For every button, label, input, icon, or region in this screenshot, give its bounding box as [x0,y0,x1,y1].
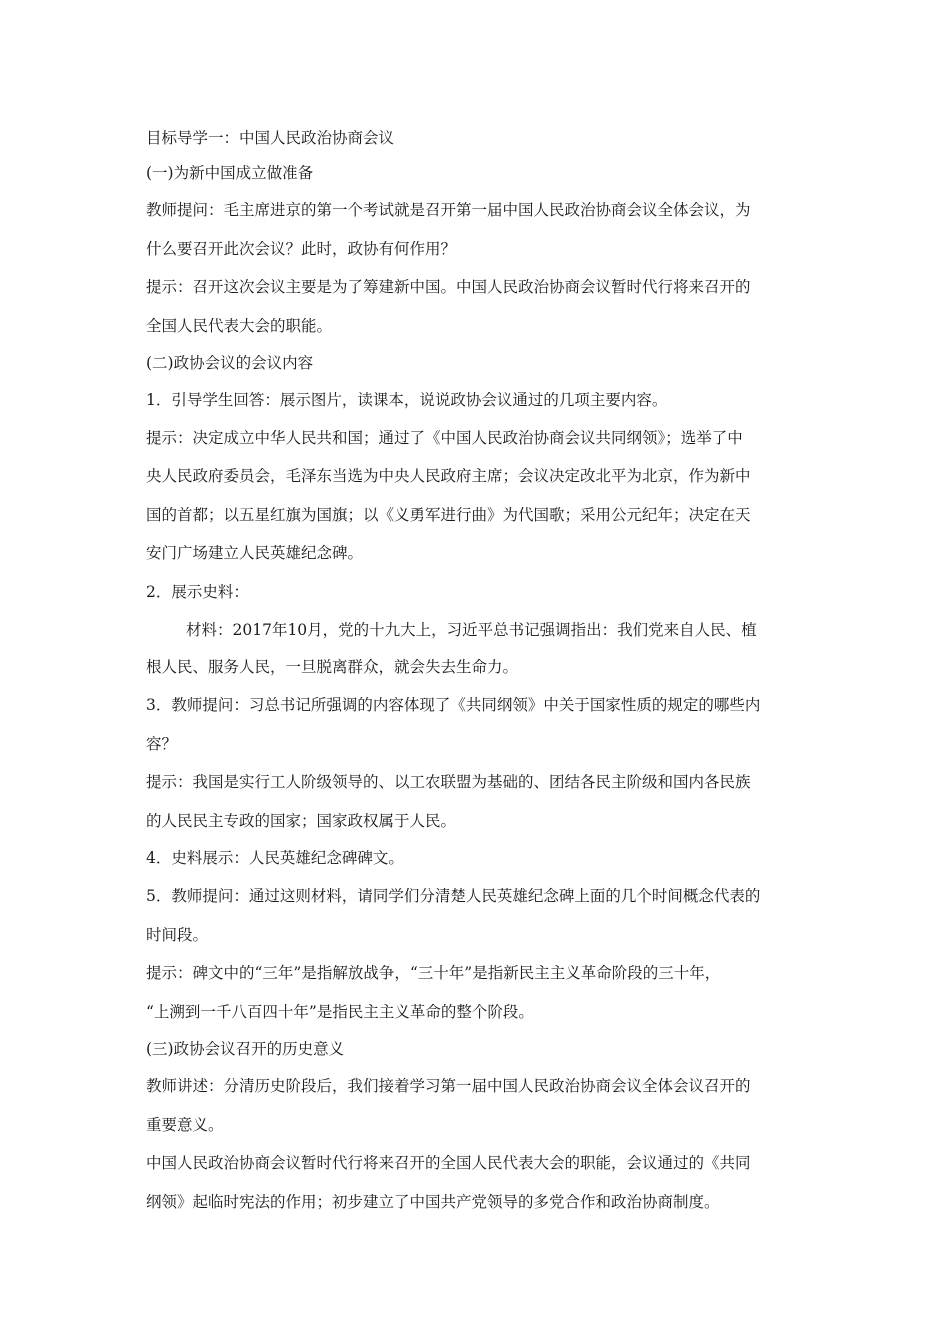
paragraph-line: 央人民政府委员会，毛泽东当选为中央人民政府主席；会议决定改北平为北京，作为新中 [146,467,751,485]
paragraph-line: 提示：碑文中的“三年”是指解放战争，“三十年”是指新民主主义革命阶段的三十年， [146,964,721,982]
paragraph-line: 中国人民政治协商会议暂时代行将来召开的全国人民代表大会的职能，会议通过的《共同 [146,1154,751,1172]
paragraph-line: 纲领》起临时宪法的作用；初步建立了中国共产党领导的多党合作和政治协商制度。 [146,1193,720,1211]
paragraph-line: 容？ [146,735,178,753]
paragraph-line: 安门广场建立人民英雄纪念碑。 [146,544,364,562]
paragraph-line: 的人民民主专政的国家；国家政权属于人民。 [146,812,457,830]
section-heading: 目标导学一：中国人民政治协商会议 [146,129,395,147]
paragraph-line: 提示：召开这次会议主要是为了筹建新中国。中国人民政治协商会议暂时代行将来召开的 [146,278,751,296]
paragraph-line: 1．引导学生回答：展示图片，读课本，说说政协会议通过的几项主要内容。 [146,391,668,409]
paragraph-line: 提示：决定成立中华人民共和国；通过了《中国人民政治协商会议共同纲领》；选举了中 [146,429,743,447]
paragraph-line: 4．史料展示：人民英雄纪念碑碑文。 [146,849,404,867]
paragraph-line: 3．教师提问：习总书记所强调的内容体现了《共同纲领》中关于国家性质的规定的哪些内 [146,696,761,714]
paragraph-line: 什么要召开此次会议？此时，政协有何作用？ [146,240,457,258]
subsection-heading: (二)政协会议的会议内容 [146,354,314,372]
quote-line: 材料：2017年10月，党的十九大上，习近平总书记强调指出：我们党来自人民、植 [186,621,757,639]
paragraph-line: 教师提问：毛主席进京的第一个考试就是召开第一届中国人民政治协商会议全体会议，为 [146,201,751,219]
subsection-heading: (一)为新中国成立做准备 [146,164,314,182]
paragraph-line: 2．展示史料： [146,583,249,601]
paragraph-line: 全国人民代表大会的职能。 [146,317,333,335]
paragraph-line: 时间段。 [146,926,209,944]
paragraph-line: 根人民、服务人民，一旦脱离群众，就会失去生命力。 [146,658,519,676]
paragraph-line: 提示：我国是实行工人阶级领导的、以工农联盟为基础的、团结各民主阶级和国内各民族 [146,773,751,791]
paragraph-line: 5．教师提问：通过这则材料，请同学们分清楚人民英雄纪念碑上面的几个时间概念代表的 [146,887,761,905]
paragraph-line: “上溯到一千八百四十年”是指民主主义革命的整个阶段。 [146,1003,534,1021]
paragraph-line: 重要意义。 [146,1116,224,1134]
paragraph-line: 教师讲述：分清历史阶段后，我们接着学习第一届中国人民政治协商会议全体会议召开的 [146,1077,751,1095]
subsection-heading: (三)政协会议召开的历史意义 [146,1040,345,1058]
paragraph-line: 国的首都；以五星红旗为国旗；以《义勇军进行曲》为代国歌；采用公元纪年；决定在天 [146,506,751,524]
